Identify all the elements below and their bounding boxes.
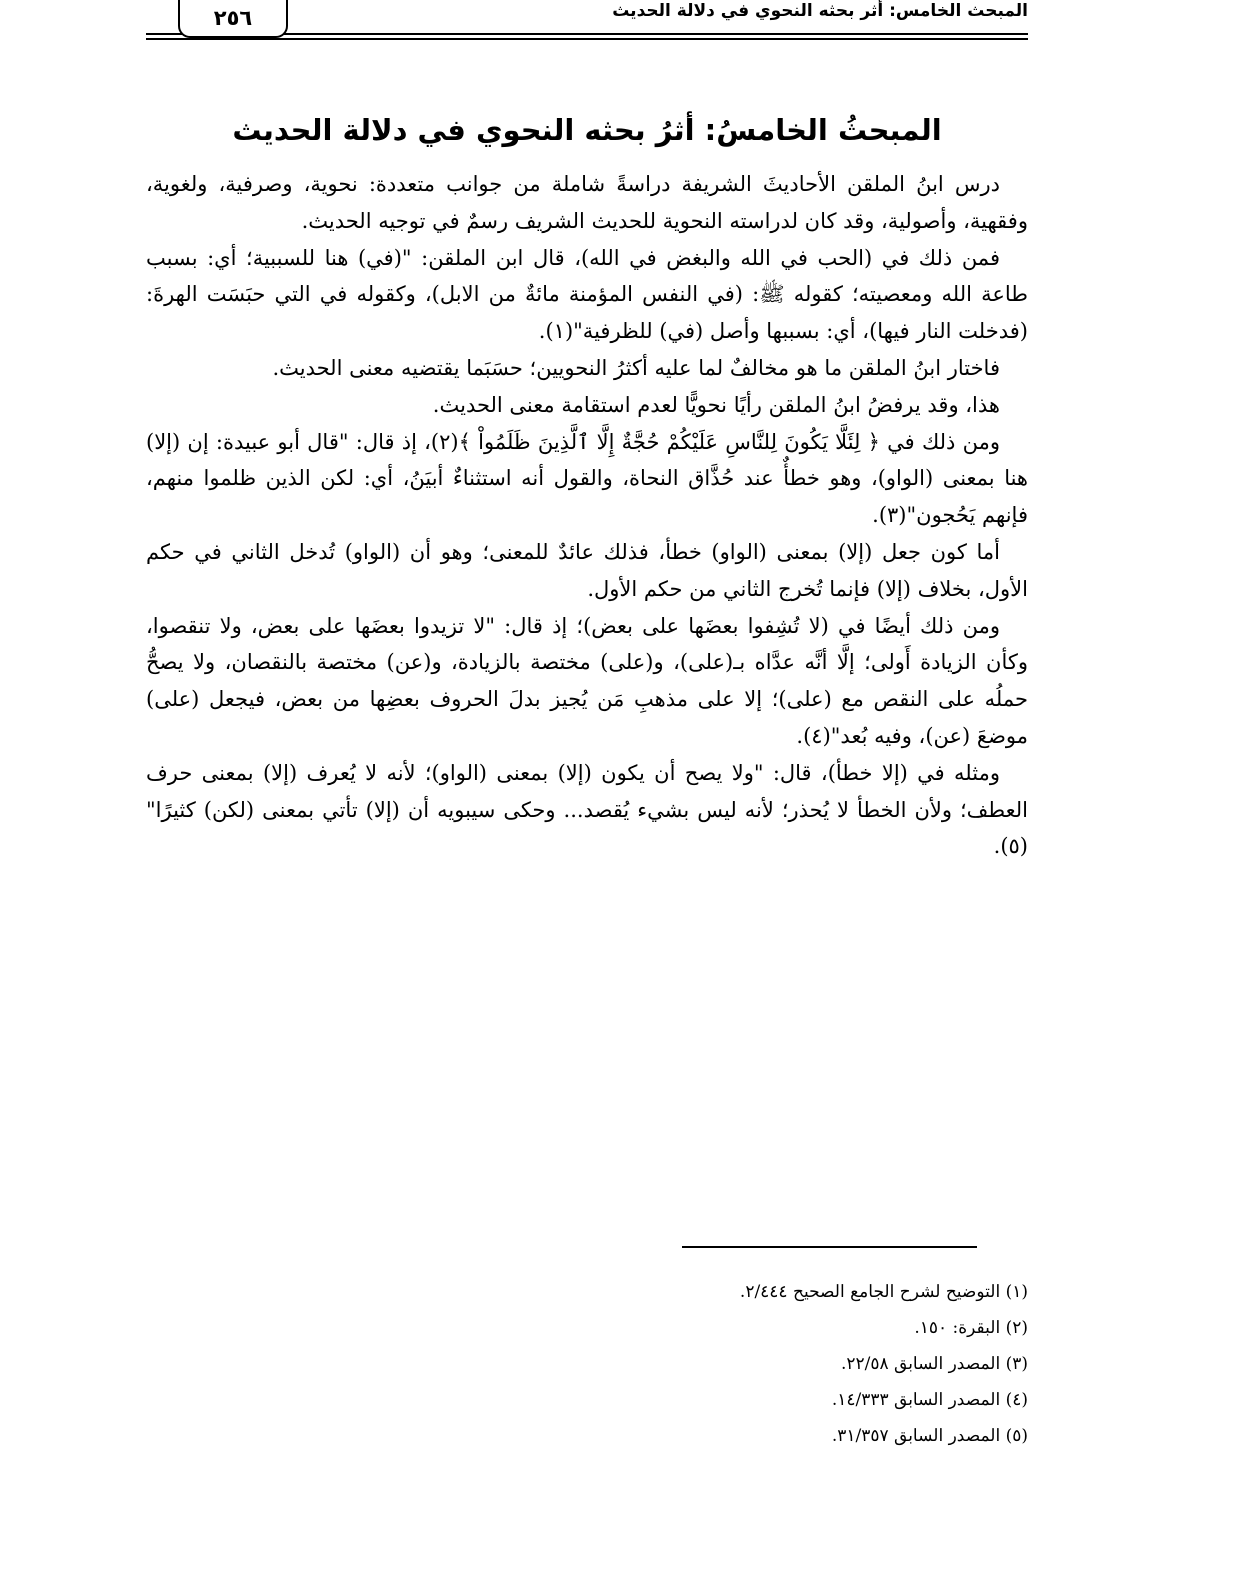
footnote-4: (٤) المصدر السابق ١٤/٣٣٣. bbox=[831, 1390, 1028, 1410]
footnotes bbox=[428, 1274, 1028, 1454]
paragraph-7: ومن ذلك أيضًا في (لا تُشِفوا بعضَها على بعض)؛ إذ قال: "لا تزيدوا بعضَها على بعض، ولا تنقصوا، وكأن الزيادة أَولى؛ إلَّا أنَّه عدَّاه بـ(على)، و(على) مختصة بالزيادة، و(عن) مختصة بالنقصان، ولا يصحُّ حملُه على النقص مع (على)؛ إلا على مذهبِ مَن يُجيز بدلَ الحروف بعضِها من بعض، فيجعل (على) موضعَ (عن)، وفيه بُعد"(٤). bbox=[146, 613, 1028, 748]
section-title: المبحثُ الخامسُ: أثرُ بحثه النحوي في دلالة الحديث bbox=[232, 113, 942, 147]
footnote-1: (١) التوضيح لشرح الجامع الصحيح ٢/٤٤٤. bbox=[739, 1282, 1028, 1302]
paragraph-8: ومثله في (إلا خطأ)، قال: "ولا يصح أن يكون (إلا) بمعنى (الواو)؛ لأنه لا يُعرف (إلا) بمعنى حرف العطف؛ ولأن الخطأ لا يُحذر؛ لأنه ليس بشيء يُقصد... وحكى سيبويه أن (إلا) تأتي بمعنى (لكن) كثيرًا"(٥). bbox=[146, 760, 1028, 859]
footnote-3: (٣) المصدر السابق ٢٢/٥٨. bbox=[840, 1354, 1028, 1374]
paragraph-4: هذا، وقد يرفضُ ابنُ الملقن رأيًا نحويًّا لعدم استقامة معنى الحديث. bbox=[432, 392, 1000, 417]
paragraph-2: فمن ذلك في (الحب في الله والبغض في الله)، قال ابن الملقن: "(في) هنا للسببية؛ أي: بسبب طاعة الله ومعصيته؛ كقوله ﷺ: (في النفس المؤمنة مائةٌ من الابل)، وكقوله في التي حبَسَت الهرةَ: (فدخلت النار فيها)، أي: بسببها وأصل (في) للظرفية"(١). bbox=[146, 245, 1028, 344]
paragraph-3: فاختار ابنُ الملقن ما هو مخالفٌ لما عليه أكثرُ النحويين؛ حسَبَما يقتضيه معنى الحديث. bbox=[272, 355, 1000, 380]
header-rule-bottom bbox=[146, 38, 1028, 40]
running-header-title: المبحث الخامس: أثر بحثه النحوي في دلالة الحديث bbox=[612, 1, 1028, 21]
footnote-2: (٢) البقرة: ١٥٠. bbox=[914, 1318, 1028, 1338]
paragraph-5: ومن ذلك في ﴿ لِئَلَّا يَكُونَ لِلنَّاسِ عَلَيْكُمْ حُجَّةٌ إِلَّا ٱلَّذِينَ ظَلَمُواْ ﴾(٢)، إذ قال: "قال أبو عبيدة: إن (إلا) هنا بمعنى (الواو)، وهو خطأٌ عند حُذَّاق النحاة، والقول أنه استثناءٌ أبيَنُ، أي: لكن الذين ظلموا منهم، فإنهم يَحُجون"(٣). bbox=[146, 429, 1028, 528]
body-text bbox=[146, 166, 1028, 865]
paragraph-6: أما كون جعل (إلا) بمعنى (الواو) خطأ، فذلك عائدٌ للمعنى؛ وهو أن (الواو) تُدخل الثاني في حكم الأول، بخلاف (إلا) فإنما تُخرج الثاني من حكم الأول. bbox=[146, 539, 1028, 601]
paragraph-1: درس ابنُ الملقن الأحاديثَ الشريفة دراسةً شاملة من جوانب متعددة: نحوية، وصرفية، ولغوية، وفقهية، وأصولية، وقد كان لدراسته النحوية للحديث الشريف رسمٌ في توجيه الحديث. bbox=[146, 172, 1028, 233]
footnote-5: (٥) المصدر السابق ٣١/٣٥٧. bbox=[831, 1426, 1028, 1446]
page-number: ٢٥٦ bbox=[178, 0, 288, 38]
footnote-separator bbox=[682, 1246, 977, 1248]
